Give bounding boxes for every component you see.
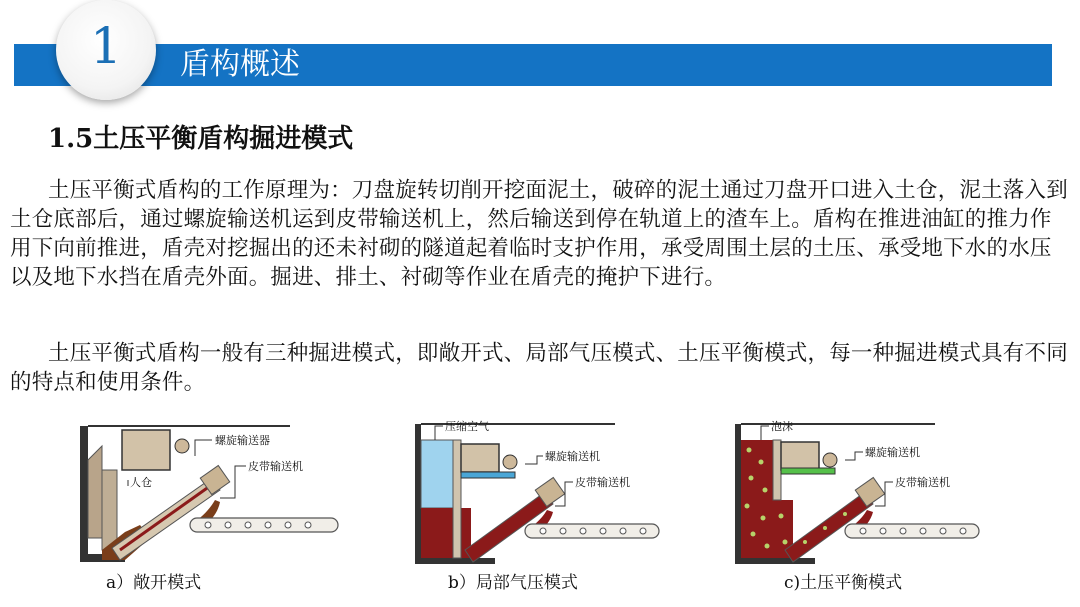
title-banner — [14, 44, 1052, 86]
caption-partial-air-mode: b）局部气压模式 — [448, 573, 578, 593]
label-compressed-air: 压缩空气 — [445, 420, 489, 433]
label-man-lock: 人仓 — [130, 476, 152, 489]
partial-air-mode-diagram — [415, 420, 665, 570]
label-foam: 泡沫 — [771, 420, 793, 433]
label-screw-conveyor: 螺旋输送器 — [215, 434, 270, 447]
figure-partial-air-mode — [415, 420, 665, 570]
label-screw-conveyor: 螺旋输送机 — [545, 450, 600, 463]
section-heading: 1.5土压平衡盾构掘进模式 — [48, 124, 354, 154]
section-number: 1 — [90, 17, 122, 75]
paragraph-modes: 土压平衡式盾构一般有三种掘进模式，即敞开式、局部气压模式、土压平衡模式，每一种掘进模式具有不同的特点和使用条件。 — [10, 341, 1068, 395]
label-belt-conveyor: 皮带输送机 — [575, 476, 630, 489]
label-belt-conveyor: 皮带输送机 — [248, 460, 303, 473]
figure-open-mode — [80, 420, 350, 570]
open-mode-diagram — [80, 420, 350, 570]
caption-epb-mode: c)土压平衡模式 — [784, 573, 903, 593]
paragraph-working-principle: 土压平衡式盾构的工作原理为：刀盘旋转切削开挖面泥土，破碎的泥土通过刀盘开口进入土仓，泥土落入到土仓底部后，通过螺旋输送机运到皮带输送机上，然后输送到停在轨道上的渣车上。盾构在推进油缸的推力作用下向前推进，盾壳对挖掘出的还未衬砌的隧道起着临时支护作用，承受周围土层的土压、承受地下水的水压以及地下水挡在盾壳外面。掘进、排土、衬砌等作业在盾壳的掩护下进行。 — [10, 178, 1068, 290]
figure-epb-mode — [735, 420, 985, 570]
label-belt-conveyor: 皮带输送机 — [895, 476, 950, 489]
epb-mode-diagram — [735, 420, 985, 570]
label-screw-conveyor: 螺旋输送机 — [865, 446, 920, 459]
page-title: 盾构概述 — [180, 47, 300, 82]
caption-open-mode: a）敞开模式 — [106, 573, 202, 593]
